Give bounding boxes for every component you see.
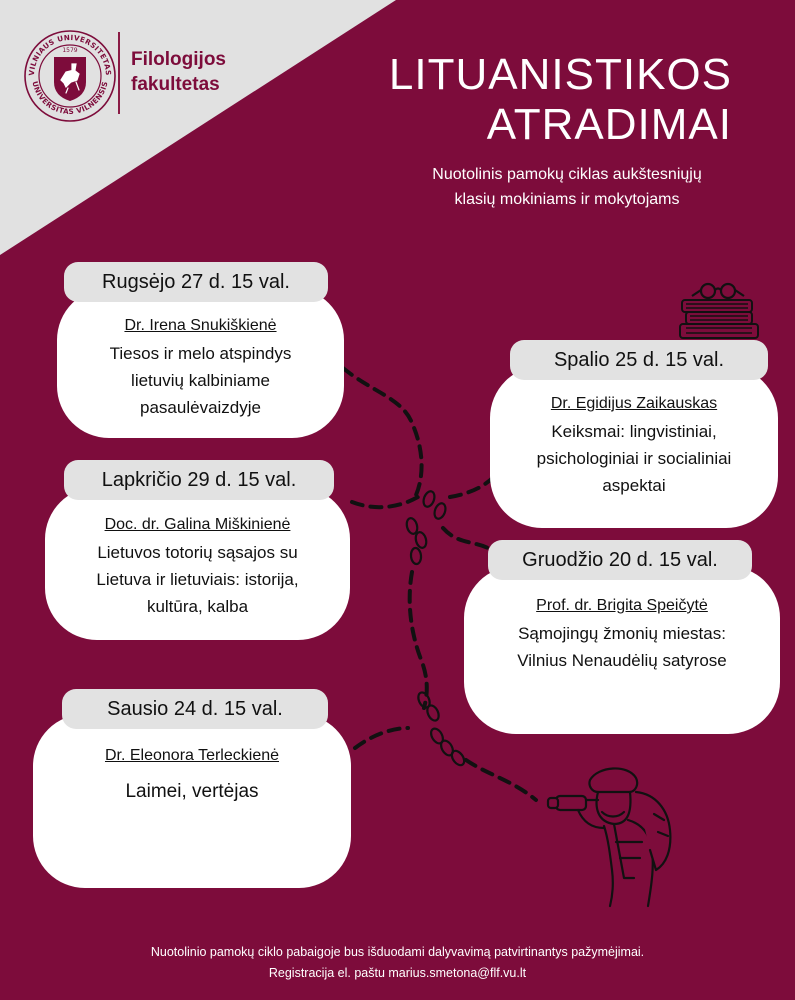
title-line-1: LITUANISTIKOS — [388, 50, 732, 99]
lecture-5-date: Sausio 24 d. 15 val. — [62, 689, 328, 729]
lecture-card-5 — [33, 714, 351, 888]
subtitle-line-2: klasių mokiniams ir mokytojams — [454, 191, 680, 208]
lecture-3-topic-line-2: Lietuva ir lietuviais: istorija, — [96, 570, 299, 589]
subtitle-line-1: Nuotolinis pamokų ciklas aukštesniųjų — [432, 166, 702, 183]
lecture-4-lecturer: Prof. dr. Brigita Speičytė — [536, 597, 708, 614]
lecture-1-topic-line-1: Tiesos ir melo atspindys — [109, 344, 292, 363]
title-line-2: ATRADIMAI — [486, 100, 732, 149]
lecture-4-topic-line-1: Sąmojingų žmonių miestas: — [518, 624, 726, 643]
lecture-3-date: Lapkričio 29 d. 15 val. — [64, 460, 334, 500]
lecture-1-date: Rugsėjo 27 d. 15 val. — [64, 262, 328, 302]
faculty-line-1: Filologijos — [131, 49, 226, 70]
lecture-2-topic-line-1: Keiksmai: lingvistiniai, — [551, 422, 717, 441]
lecture-card-2 — [490, 366, 778, 528]
footer-note — [0, 942, 795, 984]
lecture-4-topic-line-2: Vilnius Nenaudėlių satyrose — [517, 651, 727, 670]
lecture-1-lecturer: Dr. Irena Snukiškienė — [124, 317, 277, 334]
faculty-line-2: fakultetas — [131, 74, 220, 95]
lecture-2-lecturer: Dr. Egidijus Zaikauskas — [550, 395, 718, 412]
lecture-4-date: Gruodžio 20 d. 15 val. — [488, 540, 752, 580]
lecture-3-topic-line-3: kultūra, kalba — [146, 597, 249, 616]
lecture-card-3 — [45, 487, 350, 640]
lecture-2-date: Spalio 25 d. 15 val. — [510, 340, 768, 380]
lecture-3-topic — [45, 539, 350, 620]
seal-ring-top-text: VILNIAUS UNIVERSITETAS — [26, 32, 114, 77]
lecture-card-1 — [57, 288, 344, 438]
lecture-3-topic-line-1: Lietuvos totorių sąsajos su — [97, 543, 298, 562]
lecture-card-4 — [464, 566, 780, 734]
lecture-1-topic-line-3: pasaulėvaizdyje — [140, 398, 261, 417]
footer-line-2: Registracija el. paštu marius.smetona@flf.vu.lt — [268, 966, 527, 980]
lecture-4-topic — [464, 620, 780, 674]
seal-ring-bottom-text: UNIVERSITAS VILNENSIS — [30, 80, 110, 117]
lecture-5-topic — [33, 778, 351, 805]
lecture-5-lecturer: Dr. Eleonora Terleckienė — [104, 747, 280, 764]
lecture-2-topic-line-3: aspektai — [602, 476, 666, 495]
lecture-1-topic — [57, 340, 344, 421]
lecture-2-topic — [490, 418, 778, 499]
seal-year: 1579 — [62, 47, 78, 54]
footer-line-1: Nuotolinio pamokų ciklo pabaigoje bus išduodami dalyvavimą patvirtinantys pažymėjimai. — [150, 945, 645, 959]
lecture-2-topic-line-2: psichologiniai ir socialiniai — [536, 449, 732, 468]
lecture-5-topic-line-1: Laimei, vertėjas — [125, 781, 259, 802]
explorer-with-binoculars-icon — [538, 758, 688, 908]
lecture-3-lecturer: Doc. dr. Galina Miškinienė — [104, 516, 291, 533]
books-and-glasses-icon — [672, 280, 764, 342]
lecture-1-topic-line-2: lietuvių kalbiniame — [131, 371, 270, 390]
